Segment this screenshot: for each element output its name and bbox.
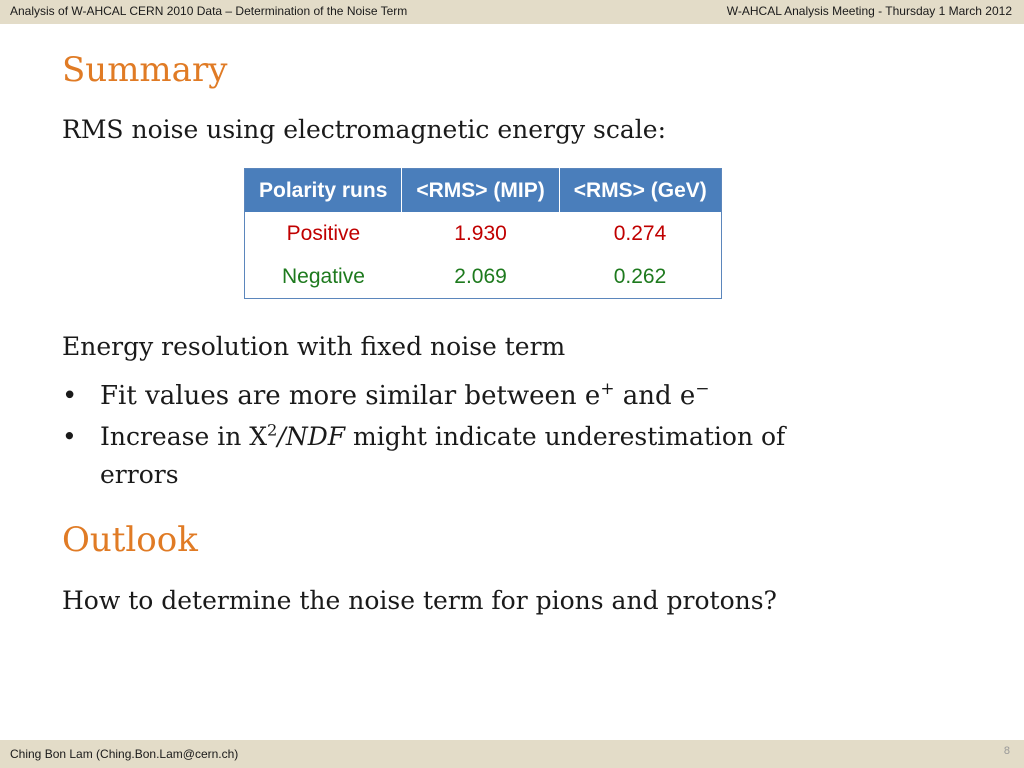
header-title: Analysis of W-AHCAL CERN 2010 Data – Determination of the Noise Term bbox=[10, 4, 408, 18]
table-cell-polarity: Positive bbox=[286, 221, 361, 245]
column-header-rms-mip: <RMS> (MIP) bbox=[402, 169, 559, 213]
column-header-polarity: Polarity runs bbox=[245, 169, 402, 213]
outlook-question: How to determine the noise term for pions and protons? bbox=[62, 586, 777, 615]
page-number: 8 bbox=[1003, 745, 1010, 757]
list-item bbox=[62, 418, 862, 494]
table-row bbox=[245, 255, 722, 299]
bullet-text-mid: and e bbox=[614, 381, 696, 411]
bullet-text-rest: might indicate underestimation of bbox=[345, 422, 786, 451]
table-cell-rms-gev: 0.274 bbox=[613, 221, 667, 245]
resolution-text: Energy resolution with fixed noise term bbox=[62, 332, 566, 361]
footer-bar bbox=[0, 740, 1024, 768]
summary-intro: RMS noise using electromagnetic energy scale: bbox=[62, 115, 666, 144]
rms-noise-table bbox=[244, 168, 722, 299]
header-bar bbox=[0, 0, 1024, 24]
ndf-term: /NDF bbox=[277, 422, 346, 451]
bullet-text: Increase in Χ bbox=[100, 422, 268, 451]
table-cell-rms-gev: 0.262 bbox=[613, 264, 667, 288]
table-cell-polarity: Negative bbox=[281, 264, 365, 288]
list-item bbox=[62, 374, 862, 418]
table-header-row bbox=[245, 169, 722, 213]
bullet-text-continued: errors bbox=[100, 460, 179, 489]
bullet-icon: • bbox=[62, 381, 78, 411]
column-header-rms-gev: <RMS> (GeV) bbox=[559, 169, 721, 213]
bullet-list bbox=[62, 374, 862, 494]
electron-sign: − bbox=[695, 377, 710, 398]
table-cell-rms-mip: 2.069 bbox=[454, 264, 507, 288]
table-cell-rms-mip: 1.930 bbox=[454, 221, 507, 245]
header-meeting: W-AHCAL Analysis Meeting - Thursday 1 March 2012 bbox=[726, 4, 1012, 18]
footer-author: Ching Bon Lam (Ching.Bon.Lam@cern.ch) bbox=[10, 747, 239, 761]
table-row bbox=[245, 212, 722, 255]
bullet-icon: • bbox=[62, 422, 77, 451]
chi-square-exponent: 2 bbox=[267, 420, 278, 440]
positron-sign: + bbox=[600, 377, 615, 398]
outlook-heading: Outlook bbox=[62, 520, 198, 560]
bullet-text: Fit values are more similar between e bbox=[100, 381, 601, 411]
summary-heading: Summary bbox=[62, 50, 228, 90]
